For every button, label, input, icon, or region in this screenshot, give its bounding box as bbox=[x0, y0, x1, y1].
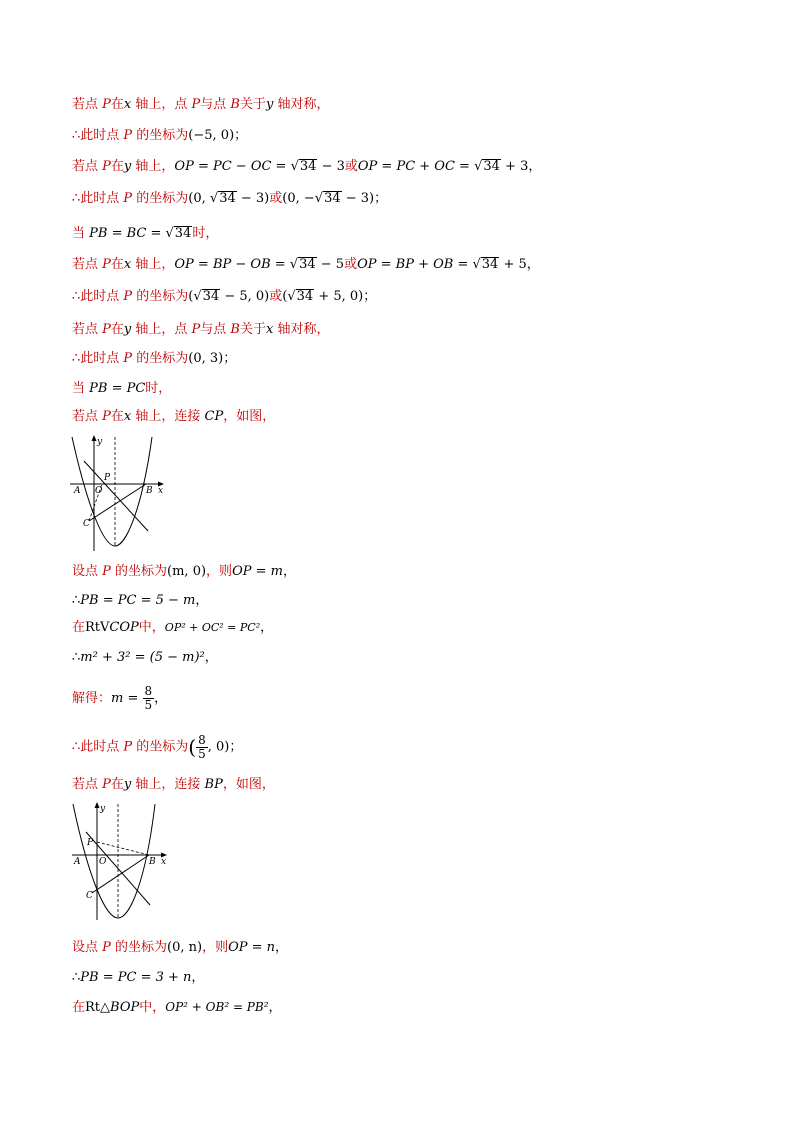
label-c: C bbox=[83, 519, 90, 529]
label-p: P bbox=[87, 838, 94, 848]
label-b: B bbox=[149, 857, 156, 867]
solution-line-3: 若点 P在y 轴上，OP = PC − OC = √34 − 3或OP = PC + OC = √34 + 3， bbox=[72, 159, 542, 174]
fraction-8-5: $\frac{8}{5}$ bbox=[144, 684, 153, 712]
solution-line-16: 解得：m = $\frac{8}{5}$ ， bbox=[72, 684, 168, 712]
solution-line-11: 若点 P在x 轴上，连接 CP，如图， bbox=[72, 409, 276, 424]
solution-line-13: ∴PB = PC = 5 − m， bbox=[72, 593, 209, 608]
solution-line-8: 若点 P在y 轴上，点 P与点 B关于x 轴对称， bbox=[72, 322, 330, 337]
solution-line-17: ∴此时点 P 的坐标为( $\frac{8}{5}$ , 0)； bbox=[72, 732, 243, 761]
solution-line-1: 若点 P在x 轴上，点 P与点 B关于y 轴对称， bbox=[72, 97, 330, 112]
label-a: A bbox=[74, 486, 81, 496]
solution-line-4: ∴此时点 P 的坐标为(0, √34 − 3)或(0, −√34 − 3)； bbox=[72, 191, 388, 206]
solution-line-15: ∴m² + 3² = (5 − m)²， bbox=[72, 650, 218, 665]
parabola-figure-2 bbox=[64, 798, 176, 922]
label-b: B bbox=[146, 486, 153, 496]
y-axis-arrow bbox=[92, 435, 97, 441]
solution-line-6: 若点 P在x 轴上，OP = BP − OB = √34 − 5或OP = BP + OB = √34 + 5， bbox=[72, 257, 540, 272]
solution-line-21: 在Rt△BOP中，OP² + OB² = PB²， bbox=[72, 1000, 282, 1015]
solution-line-20: ∴PB = PC = 3 + n， bbox=[72, 970, 205, 985]
label-o: O bbox=[99, 857, 107, 867]
label-a: A bbox=[74, 857, 81, 867]
solution-line-10: 当 PB = PC时， bbox=[72, 381, 172, 396]
y-axis-arrow bbox=[95, 802, 100, 808]
solution-line-18: 若点 P在y 轴上，连接 BP，如图， bbox=[72, 777, 275, 792]
label-p: P bbox=[104, 473, 111, 483]
label-x: x bbox=[158, 486, 164, 496]
solution-line-19: 设点 P 的坐标为(0, n)，则OP = n， bbox=[72, 940, 289, 955]
solution-line-9: ∴此时点 P 的坐标为(0, 3)； bbox=[72, 351, 237, 366]
solution-line-14: 在RtVCOP中，OP² + OC² = PC²， bbox=[72, 620, 274, 635]
parabola-figure-1 bbox=[64, 431, 172, 553]
solution-line-5: 当 PB = BC = √34时， bbox=[72, 226, 219, 241]
solution-line-7: ∴此时点 P 的坐标为(√34 − 5, 0)或(√34 + 5, 0)； bbox=[72, 289, 377, 304]
label-y: y bbox=[100, 804, 106, 814]
fraction-8-5-coord: $\frac{8}{5}$ bbox=[198, 732, 206, 761]
label-y: y bbox=[97, 437, 103, 447]
label-c: C bbox=[86, 891, 93, 901]
solution-line-2: ∴此时点 P 的坐标为(−5, 0)； bbox=[72, 128, 248, 143]
label-o: O bbox=[95, 486, 103, 496]
solution-line-12: 设点 P 的坐标为(m, 0)，则OP = m， bbox=[72, 564, 296, 579]
label-x: x bbox=[161, 857, 167, 867]
